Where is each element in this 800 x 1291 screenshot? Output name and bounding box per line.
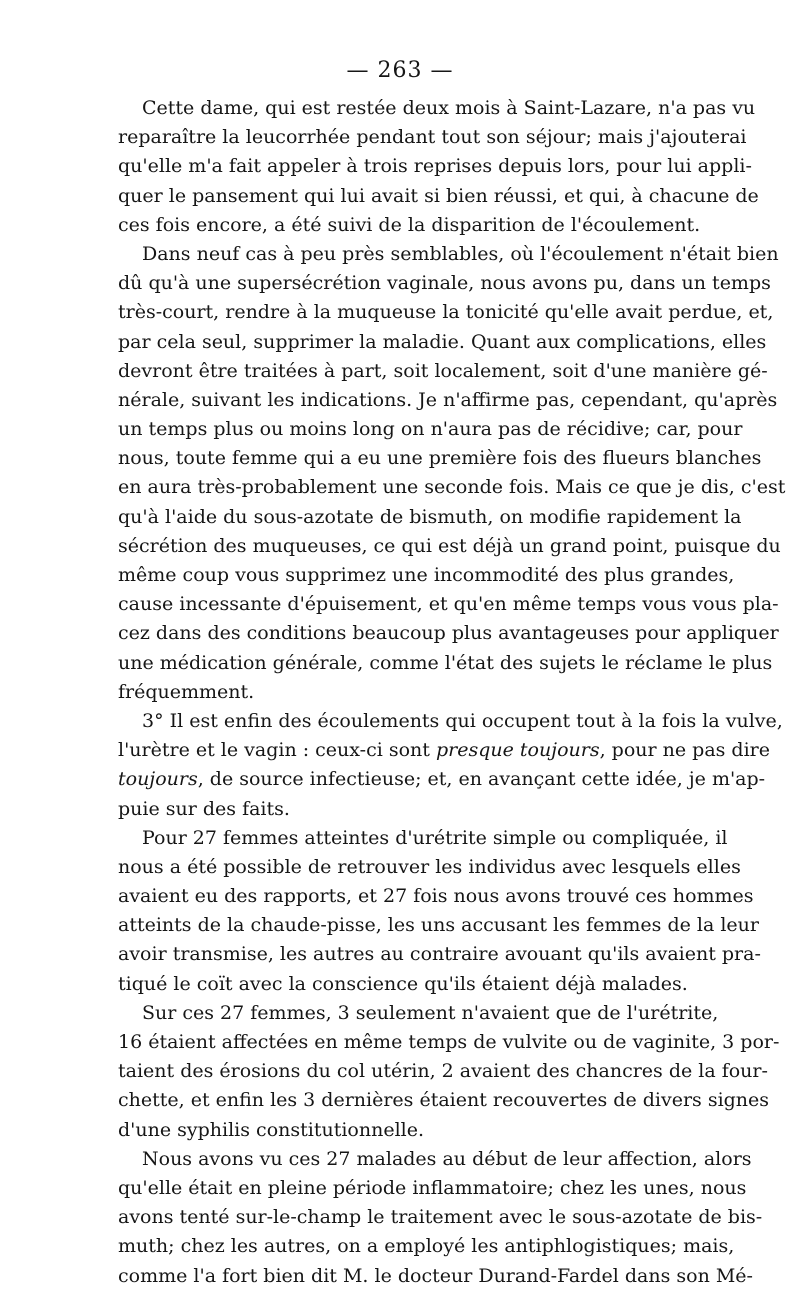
text-line: qu'à l'aide du sous-azotate de bismuth, on modifie rapidement la <box>118 505 742 528</box>
text-line: même coup vous supprimez une incommodité des plus grandes, <box>118 564 735 586</box>
text-line: d'une syphilis constitutionnelle. <box>118 1118 425 1141</box>
text-line: en aura très-probablement une seconde fois. Mais ce que je dis, c'est <box>118 476 786 499</box>
paragraph <box>118 707 783 824</box>
text-line: très-court, rendre à la muqueuse la tonicité qu'elle avait perdue, et, <box>118 301 774 324</box>
paragraph <box>118 1145 763 1291</box>
text-line: par cela seul, supprimer la maladie. Quant aux complications, elles <box>118 330 767 353</box>
text-line: comme l'a fort bien dit M. le docteur Durand-Fardel dans son Mé- <box>118 1264 753 1287</box>
text-line: avoir transmise, les autres au contraire avouant qu'ils avaient pra- <box>118 943 761 966</box>
text-line: chette, et enfin les 3 dernières étaient recouvertes de divers signes <box>118 1089 770 1112</box>
text-line: muth; chez les autres, on a employé les antiphlogistiques; mais, <box>118 1235 735 1258</box>
text-line: Sur ces 27 femmes, 3 seulement n'avaient que de l'urétrite, <box>142 1001 719 1024</box>
text-line: 16 étaient affectées en même temps de vulvite ou de vaginite, 3 por- <box>118 1031 780 1053</box>
text-line: ces fois encore, a été suivi de la disparition de l'écoulement. <box>118 213 701 236</box>
text-line: nérale, suivant les indications. Je n'affirme pas, cependant, qu'après <box>118 388 778 411</box>
paragraph <box>118 999 780 1145</box>
text-line: dû qu'à une supersécrétion vaginale, nous avons pu, dans un temps <box>118 272 771 295</box>
paragraph <box>118 94 759 240</box>
body-text <box>118 94 786 1291</box>
text-line: cez dans des conditions beaucoup plus avantageuses pour appliquer <box>118 622 779 645</box>
text-line: quer le pansement qui lui avait si bien réussi, et qui, à chacune de <box>118 184 759 207</box>
paragraph <box>118 240 786 707</box>
text-line: fréquemment. <box>118 680 255 703</box>
text-line: tiqué le coït avec la conscience qu'ils étaient déjà malades. <box>118 972 688 995</box>
text-line: cause incessante d'épuisement, et qu'en même temps vous vous pla- <box>118 593 779 616</box>
text-line: avaient eu des rapports, et 27 fois nous avons trouvé ces hommes <box>118 885 754 908</box>
text-line: Dans neuf cas à peu près semblables, où l'écoulement n'était bien <box>142 242 779 265</box>
text-line: nous a été possible de retrouver les individus avec lesquels elles <box>118 855 741 878</box>
text-line: un temps plus ou moins long on n'aura pas de récidive; car, pour <box>118 418 743 441</box>
text-line: nous, toute femme qui a eu une première fois des flueurs blanches <box>118 447 762 470</box>
text-line: une médication générale, comme l'état des sujets le réclame le plus <box>118 651 773 674</box>
text-line: 3° Il est enfin des écoulements qui occupent tout à la fois la vulve, <box>142 709 783 732</box>
text-line: avons tenté sur-le-champ le traitement avec le sous-azotate de bis- <box>118 1206 763 1229</box>
text-line: atteints de la chaude-pisse, les uns accusant les femmes de la leur <box>118 914 759 937</box>
text-line: qu'elle m'a fait appeler à trois reprises depuis lors, pour lui appli- <box>118 155 752 178</box>
text-line: taient des érosions du col utérin, 2 avaient des chancres de la four- <box>118 1060 768 1083</box>
paragraph <box>118 824 761 999</box>
text-line: qu'elle était en pleine période inflammatoire; chez les unes, nous <box>118 1176 747 1199</box>
text-line: devront être traitées à part, soit localement, soit d'une manière gé- <box>118 359 768 382</box>
text-line: Cette dame, qui est restée deux mois à Saint-Lazare, n'a pas vu <box>142 97 756 119</box>
page-number: — 263 — <box>346 58 454 83</box>
text-line: Pour 27 femmes atteintes d'urétrite simple ou compliquée, il <box>142 826 728 849</box>
text-line: l'urètre et le vagin : ceux-ci sont presque toujours, pour ne pas dire <box>118 739 770 762</box>
text-line: Nous avons vu ces 27 malades au début de leur affection, alors <box>142 1147 752 1170</box>
text-line: sécrétion des muqueuses, ce qui est déjà un grand point, puisque du <box>118 534 781 557</box>
text-line: puie sur des faits. <box>118 797 290 820</box>
text-line: reparaître la leucorrhée pendant tout son séjour; mais j'ajouterai <box>118 126 747 149</box>
text-line: toujours, de source infectieuse; et, en avançant cette idée, je m'ap- <box>118 768 766 791</box>
